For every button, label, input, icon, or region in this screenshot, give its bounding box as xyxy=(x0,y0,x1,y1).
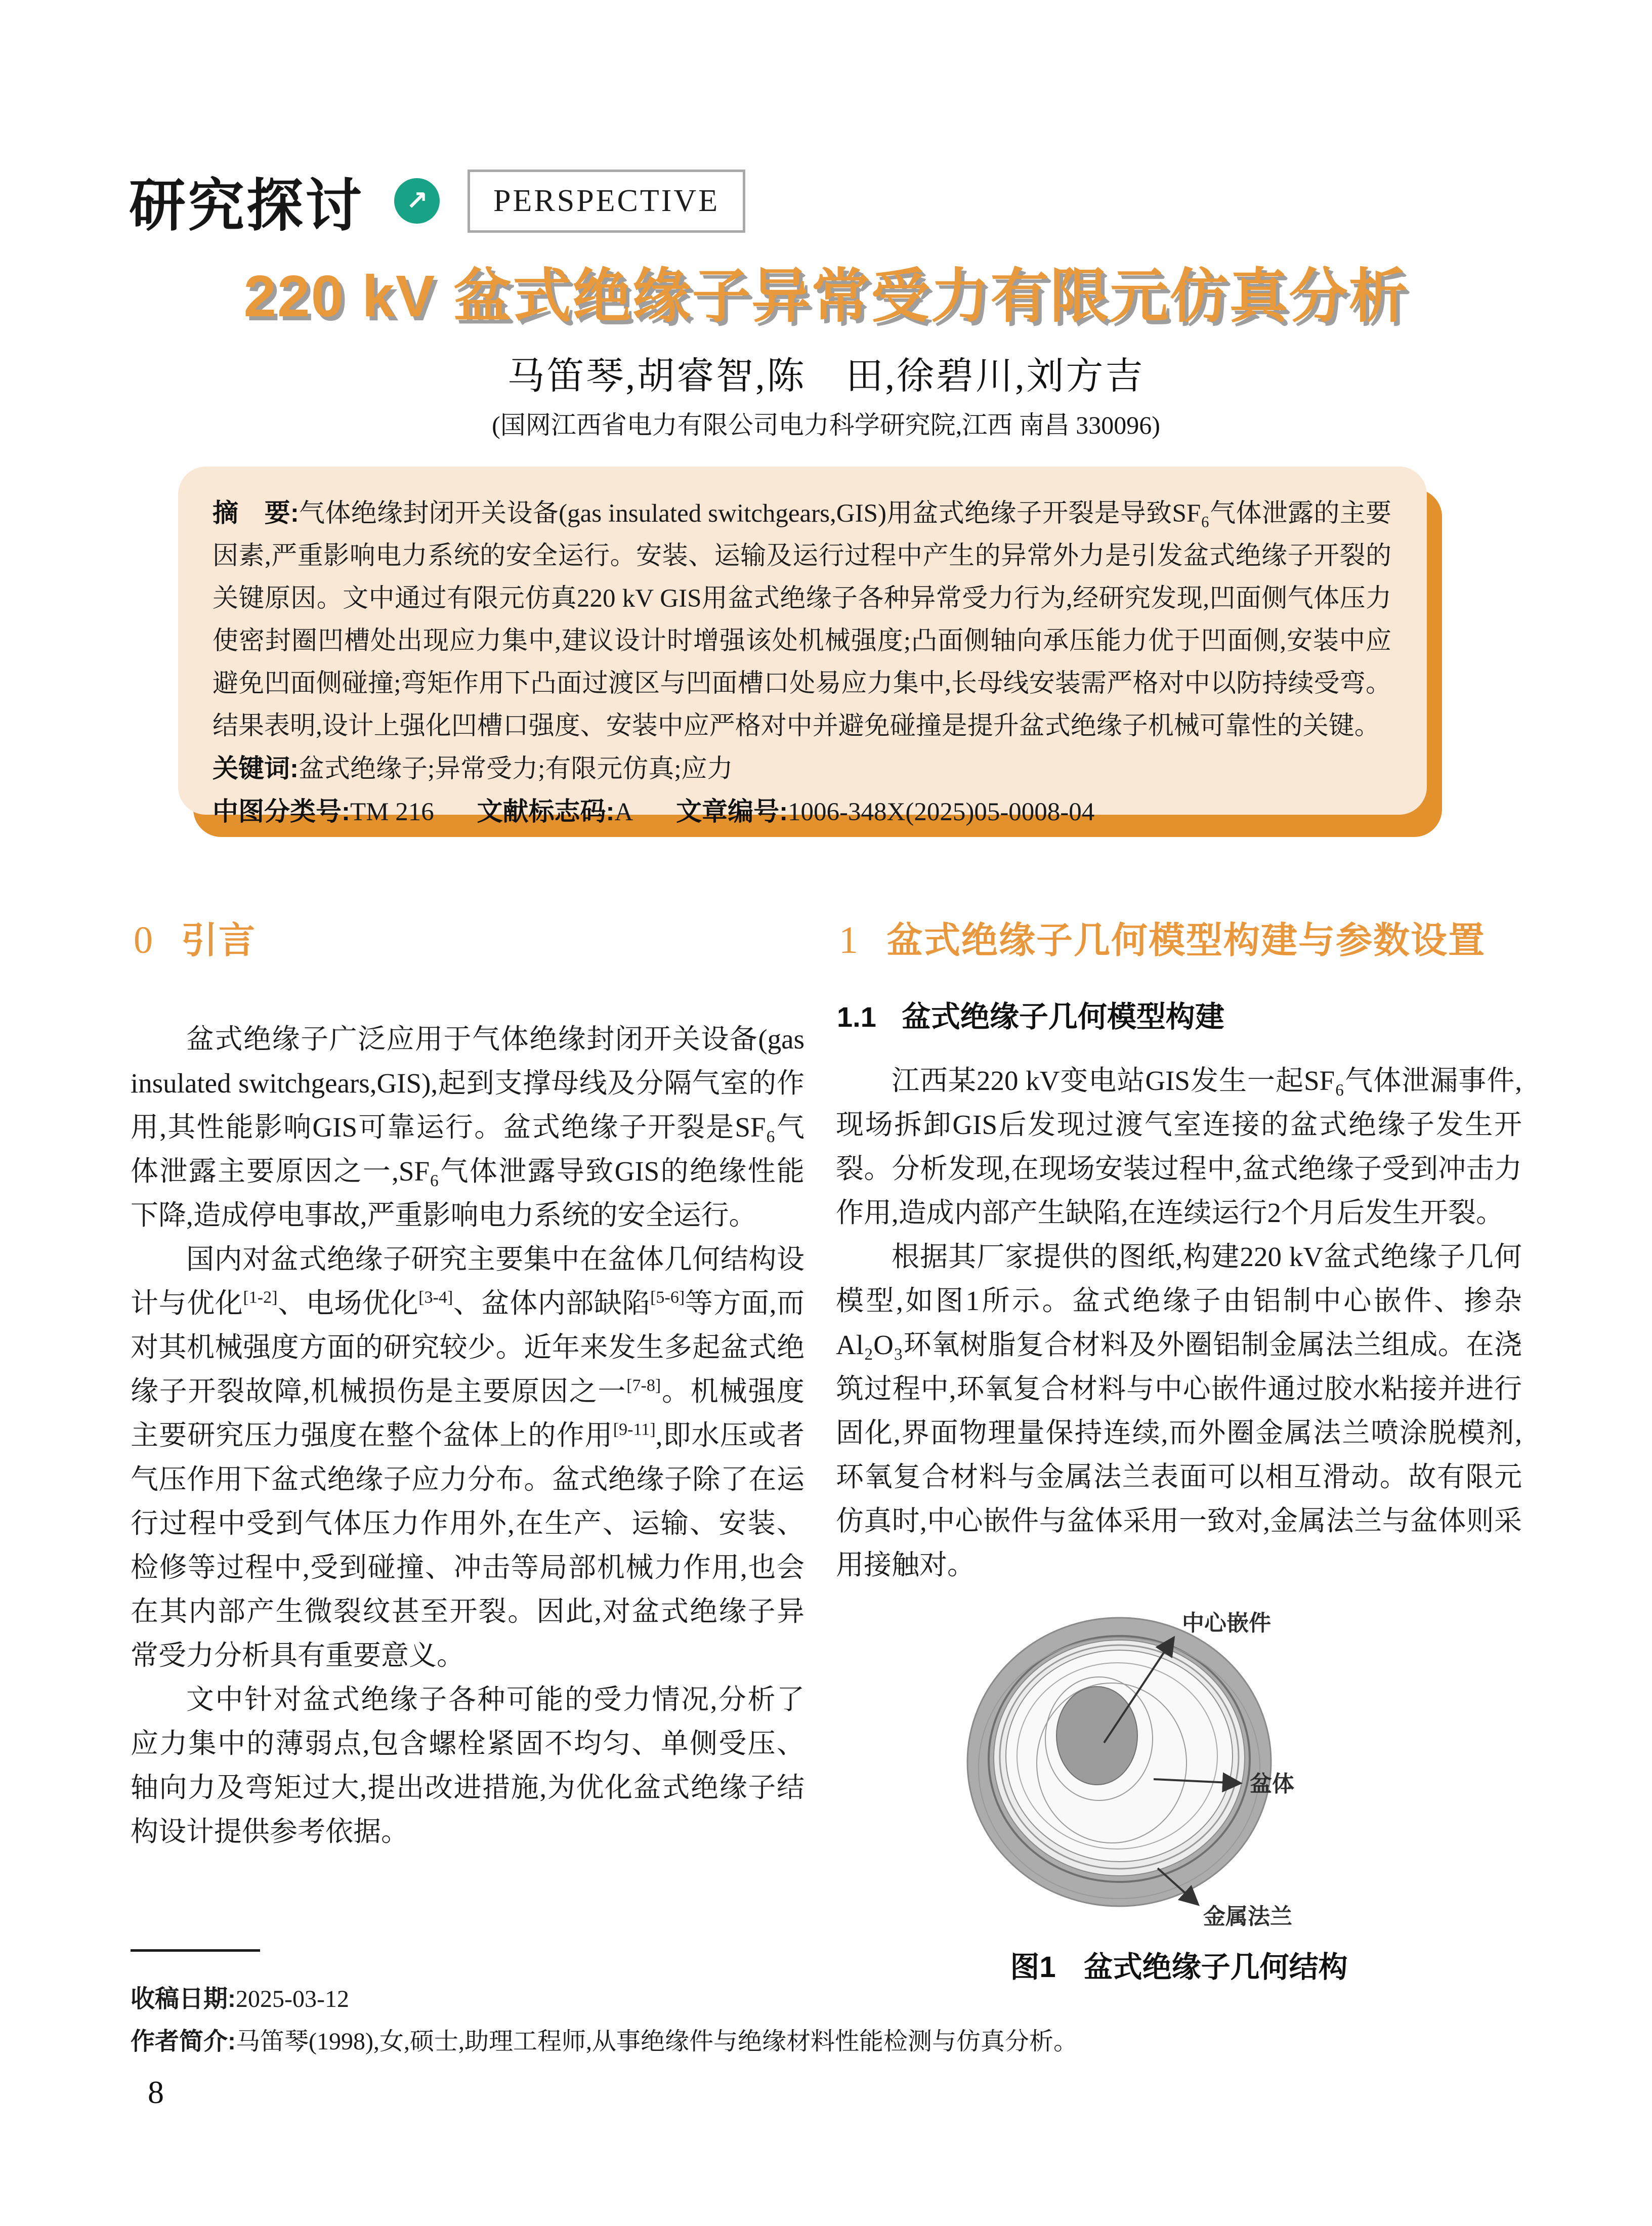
subsection-title: 盆式绝缘子几何模型构建 xyxy=(901,1000,1224,1033)
doc-code-pair: 文献标志码:A xyxy=(477,797,633,826)
section-number: 0 xyxy=(134,919,153,961)
section-number: 1 xyxy=(839,919,858,961)
column-label: 研究探讨 xyxy=(129,174,364,237)
figure-label-basin-body: 盆体 xyxy=(1250,1772,1294,1796)
article-id-pair: 文章编号:1006-348X(2025)05-0008-04 xyxy=(676,797,1095,826)
paragraph: 根据其厂家提供的图纸,构建220 kV盆式绝缘子几何模型,如图1所示。盆式绝缘子由铝制中心嵌件、掺杂Al₂O₃环氧树脂复合材料及外圈铝制金属法兰组成。在浇筑过程中,环氧复合材料与中心嵌件通过胶水粘接并进行固化,界面物理量保持连续,而外圈金属法兰喷涂脱模剂,环氧复合材料与金属法兰表面可以相互滑动。故有限元仿真时,中心嵌件与盆体采用一致对,金属法兰与盆体则采用接触对。 xyxy=(836,1241,1522,1580)
left-column xyxy=(131,904,804,1854)
page-number: 8 xyxy=(148,2074,164,2110)
figure-caption-number: 图1 xyxy=(1010,1951,1056,1984)
keywords-label: 关键词: xyxy=(213,754,299,783)
paragraph: 文中针对盆式绝缘子各种可能的受力情况,分析了应力集中的薄弱点,包含螺栓紧固不均匀、单侧受压、轴向力及弯矩过大,提出改进措施,为优化盆式绝缘子结构设计提供参考依据。 xyxy=(131,1684,804,1847)
figure-caption-text: 盆式绝缘子几何结构 xyxy=(1083,1951,1348,1984)
figure-label-center-insert: 中心嵌件 xyxy=(1182,1611,1271,1635)
classification-line xyxy=(213,790,1391,833)
affiliation: (国网江西省电力有限公司电力科学研究院,江西 南昌 330096) xyxy=(492,411,1160,439)
paragraph: 盆式绝缘子广泛应用于气体绝缘封闭开关设备(gas insulated switchgears,GIS),起到支撑母线及分隔气室的作用,其性能影响GIS可靠运行。盆式绝缘子开裂是SF₆气体泄露主要原因之一,SF₆气体泄露导致GIS的绝缘性能下降,造成停电事故,严重影响电力系统的安全运行。 xyxy=(131,1024,804,1231)
clc-pair: 中图分类号:TM 216 xyxy=(213,797,434,826)
category-label: PERSPECTIVE xyxy=(468,170,745,233)
subsection-1-1-heading xyxy=(837,993,1522,1035)
abstract-label: 摘 要: xyxy=(213,498,299,527)
author-list: 马笛琴,胡睿智,陈 田,徐碧川,刘方吉 xyxy=(507,356,1145,397)
subsection-number: 1.1 xyxy=(837,1001,876,1033)
section-title: 引言 xyxy=(181,920,257,961)
basin-insulator-diagram xyxy=(836,1601,1522,1930)
received-date-line: 收稿日期:2025-03-12 xyxy=(131,1986,349,2012)
footnote-rule xyxy=(131,1949,260,1952)
keywords-line xyxy=(213,747,1391,790)
section-1-heading xyxy=(839,911,1522,963)
right-column xyxy=(836,904,1522,1986)
abstract-text xyxy=(213,492,1391,747)
author-bio-line: 作者简介:马笛琴(1998),女,硕士,助理工程师,从事绝缘件与绝缘材料性能检测与仿真分析。 xyxy=(131,2028,1078,2055)
footnote-block xyxy=(131,1949,1527,2063)
page-header xyxy=(129,163,745,239)
keywords-content: 盆式绝缘子;异常受力;有限元仿真;应力 xyxy=(298,755,733,783)
paragraph: 江西某220 kV变电站GIS发生一起SF₆气体泄漏事件,现场拆卸GIS后发现过渡气室连接的盆式绝缘子发生开裂。分析发现,在现场安装过程中,盆式绝缘子受到冲击力作用,造成内部产生缺陷,在连续运行2个月后发生开裂。 xyxy=(836,1065,1522,1228)
paragraph: 国内对盆式绝缘子研究主要集中在盆体几何结构设计与优化[1-2]、电场优化[3-4]、盆体内部缺陷[5-6]等方面,而对其机械强度方面的研究较少。近年来发生多起盆式绝缘子开裂故障,机械损伤是主要原因之一[7-8]。机械强度主要研究压力强度在整个盆体上的作用[9-11],即水压或者气压作用下盆式绝缘子应力分布。盆式绝缘子除了在运行过程中受到气体压力作用外,在生产、运输、安装、检修等过程中,受到碰撞、冲击等局部机械力作用,也会在其内部产生微裂纹甚至开裂。因此,对盆式绝缘子异常受力分析具有重要意义。 xyxy=(131,1244,804,1671)
arrow-up-right-icon: ↗ xyxy=(394,178,440,224)
article-title: 220 kV 盆式绝缘子异常受力有限元仿真分析 xyxy=(243,263,1409,329)
section-0-heading xyxy=(134,911,804,963)
section-title: 盆式绝缘子几何模型构建与参数设置 xyxy=(886,920,1486,961)
figure-1 xyxy=(836,1601,1522,1930)
abstract-content: 气体绝缘封闭开关设备(gas insulated switchgears,GIS)用盆式绝缘子开裂是导致SF₆气体泄露的主要因素,严重影响电力系统的安全运行。安装、运输及运行过程中产生的异常外力是引发盆式绝缘子开裂的关键原因。文中通过有限元仿真220 kV GIS用盆式绝缘子各种异常受力行为,经研究发现,凹面侧气体压力使密封圈凹槽处出现应力集中,建议设计时增强该处机械强度;凸面侧轴向承压能力优于凹面侧,安装中应避免凹面侧碰撞;弯矩作用下凸面过渡区与凹面槽口处易应力集中,长母线安装需严格对中以防持续受弯。结果表明,设计上强化凹槽口强度、安装中应严格对中并避免碰撞是提升盆式绝缘子机械可靠性的关键。 xyxy=(213,499,1392,740)
figure-label-metal-flange: 金属法兰 xyxy=(1203,1904,1292,1929)
abstract-box xyxy=(178,467,1427,826)
